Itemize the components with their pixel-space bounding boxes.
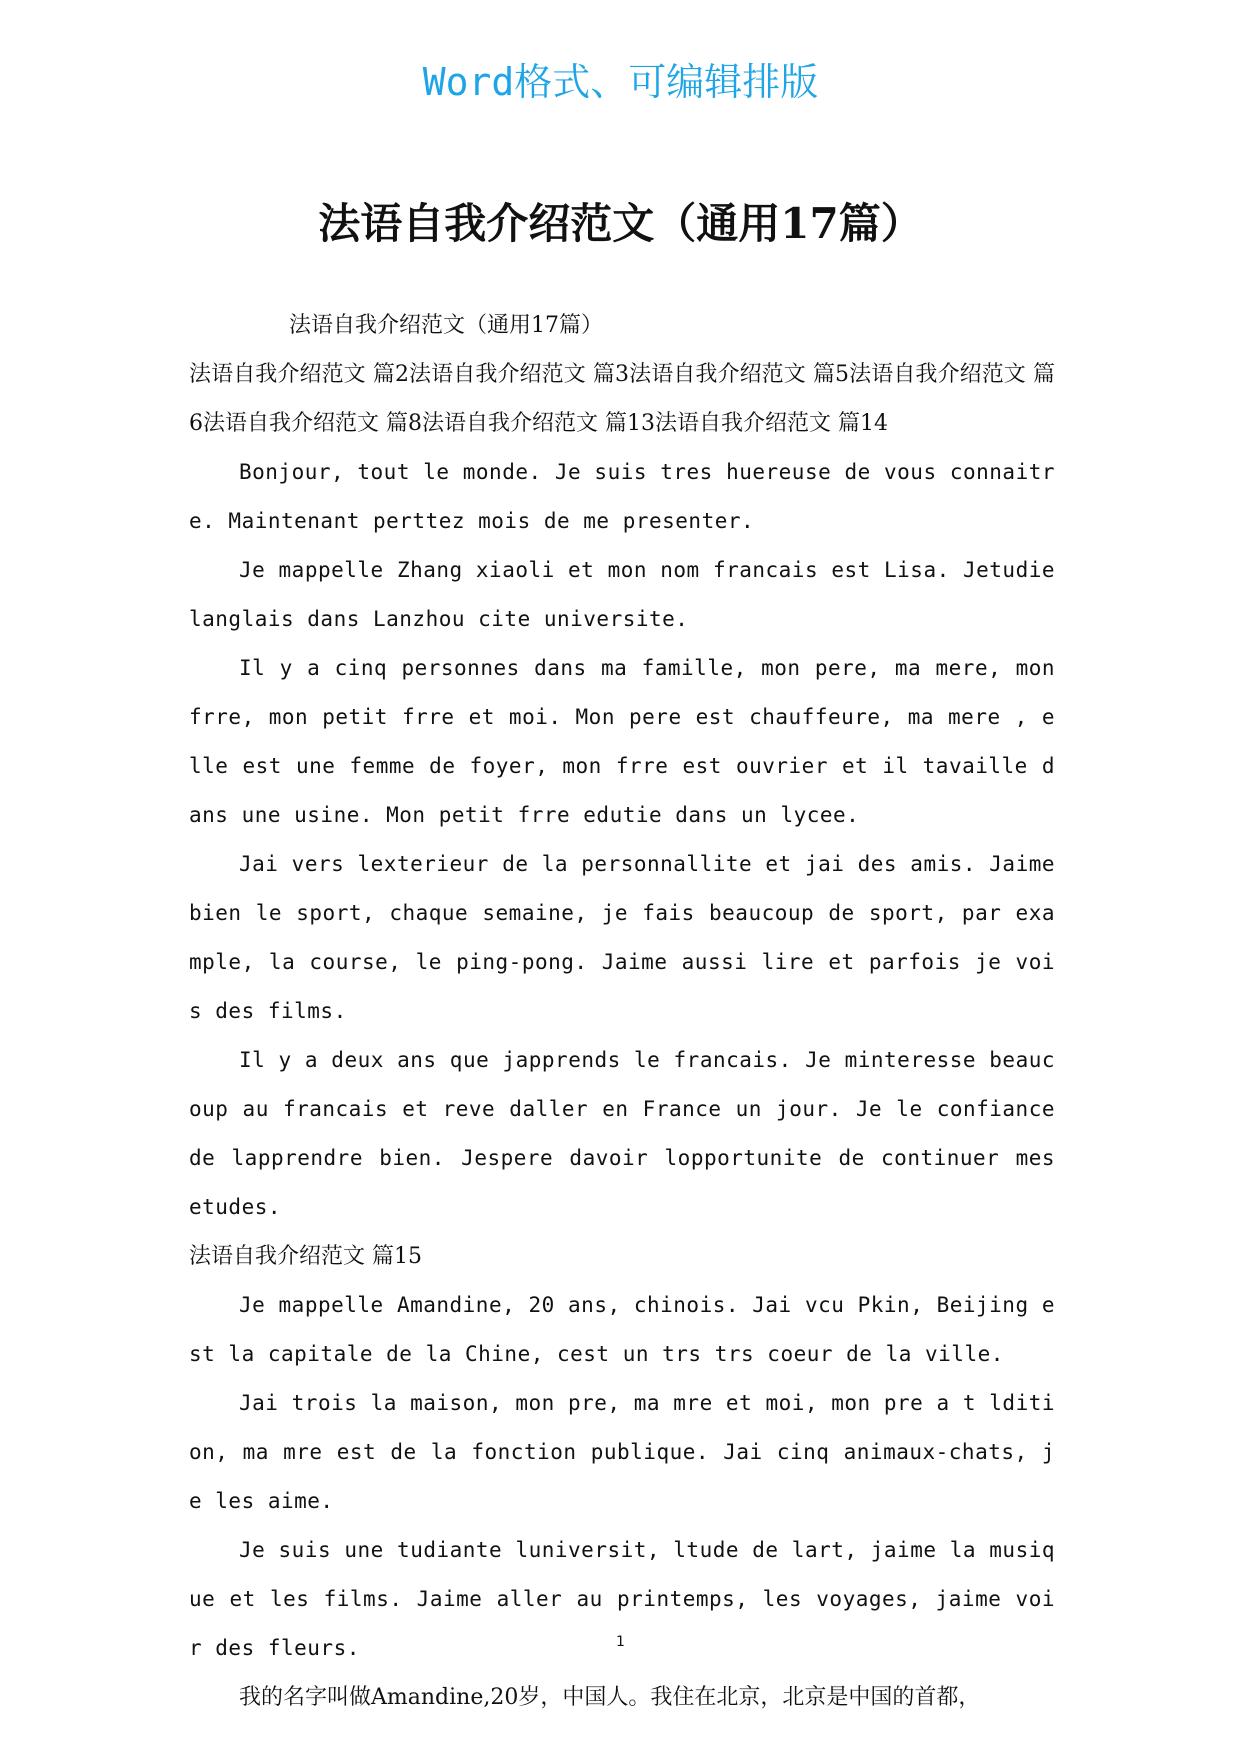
- paragraph: Bonjour, tout le monde. Je suis tres huereuse de vous connaitre. Maintenant perttez mois de me presenter.: [189, 460, 1055, 533]
- document-body: [189, 301, 1055, 1722]
- section-heading: 法语自我介绍范文 篇15: [189, 1244, 422, 1269]
- paragraph: Il y a cinq personnes dans ma famille, mon pere, ma mere, mon frre, mon petit frre et moi. Mon pere est chauffeure, ma mere , elle est une femme de foyer, mon frre est ouvrier et il tavaille dans une usine. Mon petit frre edutie dans un lycee.: [189, 656, 1055, 827]
- paragraph: Je suis une tudiante luniversit, ltude de lart, jaime la musique et les films. Jaime aller au printemps, les voyages, jaime voir des fleurs.: [189, 1538, 1055, 1660]
- header-banner: Word格式、可编辑排版: [422, 60, 819, 104]
- table-of-contents-line: 法语自我介绍范文 篇2法语自我介绍范文 篇3法语自我介绍范文 篇5法语自我介绍范文 篇6法语自我介绍范文 篇8法语自我介绍范文 篇13法语自我介绍范文 篇14: [189, 362, 1055, 436]
- paragraph: Je mappelle Zhang xiaoli et mon nom francais est Lisa. Jetudie langlais dans Lanzhou cite universite.: [189, 558, 1055, 631]
- paragraph: Jai trois la maison, mon pre, ma mre et moi, mon pre a t ldition, ma mre est de la fonction publique. Jai cinq animaux-chats, je les aime.: [189, 1391, 1055, 1513]
- document-title: 法语自我介绍范文（通用17篇）: [318, 199, 923, 248]
- page-number: 1: [616, 1634, 625, 1650]
- paragraph: Jai vers lexterieur de la personnallite et jai des amis. Jaime bien le sport, chaque semaine, je fais beaucoup de sport, par example, la course, le ping-pong. Jaime aussi lire et parfois je vois des films.: [189, 852, 1055, 1023]
- document-subtitle: 法语自我介绍范文（通用17篇）: [289, 313, 603, 338]
- paragraph: Il y a deux ans que japprends le francais. Je minteresse beaucoup au francais et reve daller en France un jour. Je le confiance de lapprendre bien. Jespere davoir lopportunite de continuer mes etudes.: [189, 1048, 1055, 1219]
- paragraph: Je mappelle Amandine, 20 ans, chinois. Jai vcu Pkin, Beijing est la capitale de la Chine, cest un trs trs coeur de la ville.: [189, 1293, 1055, 1366]
- paragraph: 我的名字叫做Amandine,20岁，中国人。我住在北京，北京是中国的首都，: [239, 1685, 981, 1710]
